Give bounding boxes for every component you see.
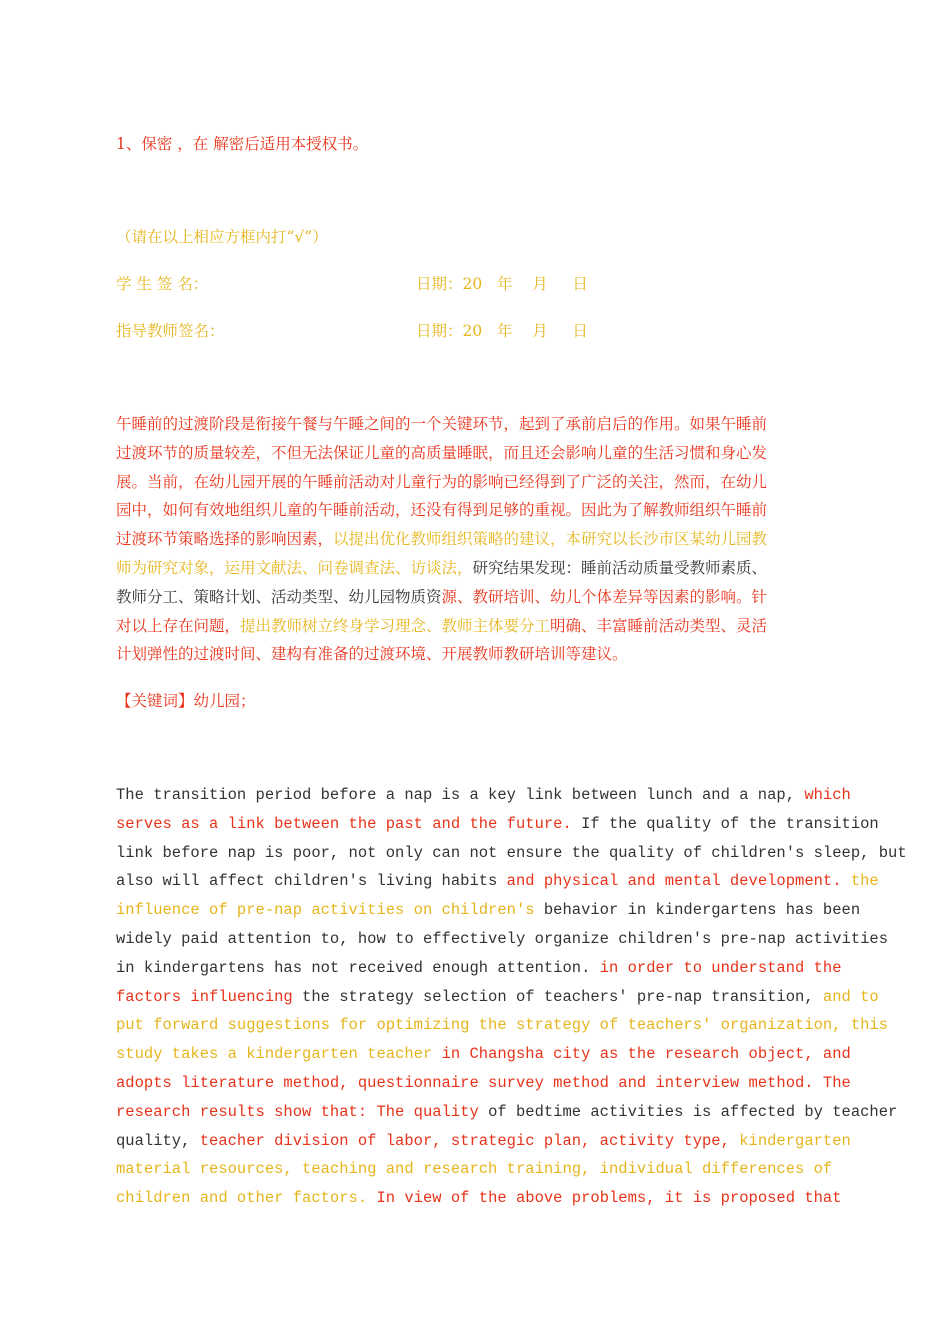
abstract-cn-line-segment: 师为研究对象，运用文献法、问卷调查法、访谈法， (116, 558, 473, 577)
abstract-en-line-segment: also will affect children's living habits (116, 872, 507, 891)
abstract-cn-line-segment: 教师分工、策略计划、活动类型、幼儿园物质资 (116, 587, 442, 606)
abstract-en-line (116, 839, 907, 868)
check-note: （请在以上相应方框内打“√”） (116, 228, 328, 246)
abstract-en-line (116, 1069, 907, 1098)
abstract-en-line-segment: link before nap is poor, not only can not ensure the quality of children's sleep, but (116, 843, 907, 862)
abstract-en-line-segment: in Changsha city as the research object, and (441, 1045, 851, 1064)
abstract-cn-line-segment: 展。当前，在幼儿园开展的午睡前活动对儿童行为的影响已经得到了广泛的关注，然而，在幼儿 (116, 472, 768, 491)
abstract-cn-line-segment: 源、教研培训、幼儿个体差异等因素的影响。针 (441, 587, 768, 606)
abstract-en-line (116, 1155, 907, 1184)
abstract-cn-line-segment: 研究结果发现：睡前活动质量受教师素质、 (472, 558, 768, 577)
abstract-en-line-segment: put forward suggestions for optimizing the strategy of teachers' organization, this (116, 1016, 889, 1035)
abstract-en-line (116, 810, 907, 839)
abstract-en-line-segment: If the quality of the transition (581, 814, 879, 833)
abstract-cn-line (116, 612, 767, 641)
abstract-cn-line (116, 583, 767, 612)
abstract-en-line (116, 1184, 907, 1213)
abstract-en-line-segment: and to (822, 987, 879, 1006)
abstract-en-line-segment: which (804, 786, 851, 804)
abstract-cn-line-segment: 过渡环节的质量较差，不但无法保证儿童的高质量睡眠，而且还会影响儿童的生活习惯和身心发 (116, 443, 768, 462)
abstract-en-line-segment: influence of pre-nap activities on children's (116, 901, 544, 920)
student-signature-row (116, 270, 636, 299)
keywords: 【关键词】幼儿园； (116, 692, 256, 710)
abstract-en-line-segment: in order to understand the (599, 958, 842, 977)
abstract-en-line-segment: and physical and mental development. (506, 872, 851, 891)
abstract-en-line-segment: research results show that: The quality (116, 1102, 489, 1121)
abstract-en-line-segment: teacher division of labor, strategic plan, activity type, (199, 1131, 740, 1150)
abstract-en-line-segment: of bedtime activities is affected by teacher (488, 1102, 898, 1121)
abstract-en-line-segment: serves as a link between the past and the future. (116, 814, 582, 833)
abstract-cn-line-segment: 明确、丰富睡前活动类型、灵活 (550, 616, 768, 635)
abstract-cn-line-segment: 提出教师树立终身学习理念、教师主体要分工 (240, 616, 551, 635)
abstract-cn-line-segment: 午睡前的过渡阶段是衔接午餐与午睡之间的一个关键环节，起到了承前启后的作用。如果午睡前 (116, 415, 768, 433)
abstract-en-line-segment: The transition period before a nap is a key link between lunch and a nap, (116, 786, 805, 804)
abstract-cn-line (116, 468, 767, 497)
abstract-en-line-segment: children and other factors. (116, 1189, 377, 1208)
abstract-en-line (116, 867, 907, 896)
confidential-line: 1、保密 ，在 解密后适用本授权书。 (116, 135, 369, 153)
abstract-en-line-segment: study takes a kindergarten teacher (116, 1045, 442, 1064)
abstract-cn-line (116, 525, 767, 554)
abstract-en-line-segment: the (850, 872, 879, 891)
abstract-cn-line (116, 410, 767, 439)
abstract-cn-line (116, 496, 767, 525)
abstract-en-line-segment: widely paid attention to, how to effectively organize children's pre-nap activities (116, 929, 889, 948)
abstract-en-line-segment: adopts literature method, questionnaire survey method and interview method. The (116, 1073, 851, 1092)
student-signature-label: 学 生 签 名： (116, 275, 209, 293)
abstract-en-line-segment: material resources, teaching and research training, individual differences of (116, 1160, 833, 1179)
abstract-en-line-segment: In view of the above problems, it is proposed that (376, 1189, 842, 1208)
abstract-cn-line-segment: 对以上存在问题， (116, 616, 241, 635)
abstract-cn-line-segment: 以提出优化教师组织策略的建议，本研究以长沙市区某幼儿园教 (333, 530, 768, 549)
abstract-en-line (116, 954, 907, 983)
teacher-signature-label: 指导教师签名： (116, 322, 225, 340)
abstract-en-line (116, 781, 907, 810)
abstract-en-line (116, 1040, 907, 1069)
teacher-signature-row (116, 317, 636, 346)
abstract-en-line-segment: the strategy selection of teachers' pre-nap transition, (302, 987, 823, 1006)
abstract-cn-line (116, 554, 767, 583)
abstract-en-line (116, 896, 907, 925)
abstract-en-line-segment: quality, (116, 1131, 200, 1150)
abstract-cn-line-segment: 园中，如何有效地组织儿童的午睡前活动，还没有得到足够的重视。因此为了解教师组织午睡前 (116, 501, 768, 520)
abstract-cn-line-segment: 过渡环节策略选择的影响因素， (116, 530, 334, 549)
teacher-signature-date: 日期：20 年 月 日 (416, 322, 588, 340)
abstract-cn-line-segment: 计划弹性的过渡时间、建构有准备的过渡环境、开展教师教研培训等建议。 (116, 645, 628, 664)
abstract-cn-line (116, 439, 767, 468)
abstract-chinese (116, 410, 767, 669)
abstract-en-line-segment: behavior in kindergartens has been (543, 901, 861, 920)
abstract-en-line (116, 925, 907, 954)
abstract-en-line (116, 1127, 907, 1156)
abstract-en-line (116, 1098, 907, 1127)
abstract-english (116, 781, 907, 1213)
abstract-en-line-segment: in kindergartens has not received enough attention. (116, 958, 600, 977)
abstract-cn-line (116, 640, 767, 669)
abstract-en-line (116, 1011, 907, 1040)
abstract-en-line (116, 983, 907, 1012)
abstract-en-line-segment: factors influencing (116, 987, 303, 1006)
abstract-en-line-segment: kindergarten (739, 1131, 851, 1150)
student-signature-date: 日期：20 年 月 日 (416, 275, 588, 293)
